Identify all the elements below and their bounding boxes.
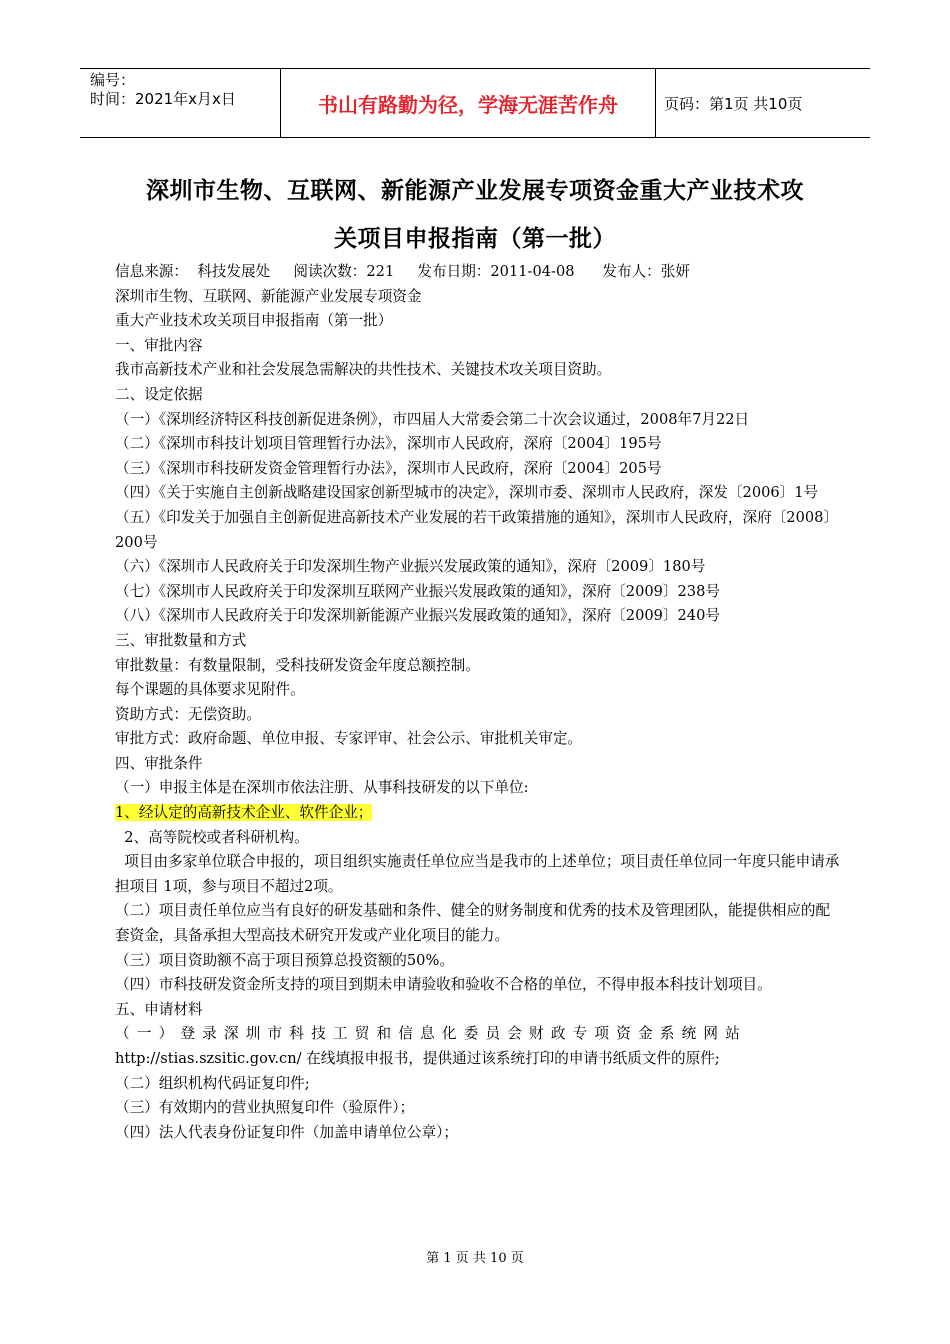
title-line-1: 深圳市生物、互联网、新能源产业发展专项资金重大产业技术攻 bbox=[146, 178, 804, 204]
section-heading: 一、审批内容 bbox=[115, 336, 203, 354]
body-line: 资助方式：无偿资助。 bbox=[115, 705, 261, 723]
body-line: 审批方式：政府命题、单位申报、专家评审、社会公示、审批机关审定。 bbox=[115, 730, 583, 748]
condition-item: 2、高等院校或者科研机构。 bbox=[115, 828, 309, 846]
meta-info: 信息来源： 科技发展处 阅读次数：221 发布日期：2011-04-08 发布人：张妍 bbox=[115, 263, 690, 280]
condition-item: （一）申报主体是在深圳市依法注册、从事科技研发的以下单位: bbox=[115, 779, 529, 797]
condition-item: （四）市科技研发资金所支持的项目到期未申请验收和验收不合格的单位，不得申报本科技计划项目。 bbox=[115, 976, 772, 994]
title-line-2: 关项目申报指南（第一批） bbox=[334, 226, 616, 252]
basis-item: （四）《关于实施自主创新战略建设国家创新型城市的决定》，深圳市委、深圳市人民政府，深发〔2006〕1号 bbox=[115, 484, 819, 502]
highlight-text: 1、经认定的高新技术企业、软件企业； bbox=[115, 804, 373, 822]
section-heading: 五、申请材料 bbox=[115, 1000, 203, 1018]
basis-item: （五）《印发关于加强自主创新促进高新技术产业发展的若干政策措施的通知》，深圳市人民政府，深府〔2008〕200号 bbox=[115, 508, 839, 551]
highlighted-line bbox=[115, 801, 840, 826]
header-page-cell bbox=[656, 69, 870, 137]
header-left-cell bbox=[80, 69, 280, 137]
basis-item: （一）《深圳经济特区科技创新促进条例》，市四届人大常委会第二十次会议通过，2008年7月22日 bbox=[115, 410, 750, 428]
material-item: http://stias.szsitic.gov.cn/ 在线填报申报书，提供通过该系统打印的申请书纸质文件的原件; bbox=[115, 1050, 720, 1067]
basis-item: （二）《深圳市科技计划项目管理暂行办法》，深圳市人民政府，深府〔2004〕195号 bbox=[115, 435, 662, 453]
motto: 书山有路勤为径，学海无涯苦作舟 bbox=[318, 92, 618, 117]
header-motto-cell bbox=[280, 69, 656, 137]
body-line: 重大产业技术攻关项目申报指南（第一批） bbox=[115, 312, 393, 330]
section-heading: 四、审批条件 bbox=[115, 754, 203, 772]
condition-item: （二）项目责任单位应当有良好的研发基础和条件、健全的财务制度和优秀的技术及管理团队，能提供相应的配套资金，具备承担大型高技术研究开发或产业化项目的能力。 bbox=[115, 902, 831, 945]
condition-item: （三）项目资助额不高于项目预算总投资额的50%。 bbox=[115, 951, 454, 969]
material-item: （四）法人代表身份证复印件（加盖申请单位公章）； bbox=[115, 1123, 458, 1141]
section-heading: 三、审批数量和方式 bbox=[115, 631, 247, 649]
number-label: 编号： bbox=[90, 71, 136, 89]
body-line: 每个课题的具体要求见附件。 bbox=[115, 681, 305, 699]
page-footer: 第 1 页 共 10 页 bbox=[426, 1251, 524, 1266]
body-line: 深圳市生物、互联网、新能源产业发展专项资金 bbox=[115, 287, 422, 305]
page-label: 页码：第1页 共10页 bbox=[664, 94, 803, 113]
page-header bbox=[80, 68, 870, 138]
body-line: 我市高新技术产业和社会发展急需解决的共性技术、关键技术攻关项目资助。 bbox=[115, 361, 612, 379]
condition-item: 项目由多家单位联合申报的，项目组织实施责任单位应当是我市的上述单位；项目责任单位同一年度只能申请承担项目 1项，参与项目不超过2项。 bbox=[115, 853, 840, 895]
basis-item: （六）《深圳市人民政府关于印发深圳生物产业振兴发展政策的通知》，深府〔2009〕180号 bbox=[115, 558, 706, 576]
time-label: 时间：2021年x月x日 bbox=[90, 90, 236, 108]
basis-item: （八）《深圳市人民政府关于印发深圳新能源产业振兴发展政策的通知》，深府〔2009〕240号 bbox=[115, 607, 720, 625]
material-item: （三）有效期内的营业执照复印件（验原件）； bbox=[115, 1099, 415, 1117]
basis-item: （三）《深圳市科技研发资金管理暂行办法》，深圳市人民政府，深府〔2004〕205号 bbox=[115, 459, 662, 477]
section-heading: 二、设定依据 bbox=[115, 385, 203, 403]
document-body bbox=[115, 260, 840, 1145]
basis-item: （七）《深圳市人民政府关于印发深圳互联网产业振兴发展政策的通知》，深府〔2009〕238号 bbox=[115, 582, 720, 600]
material-item: （二）组织机构代码证复印件; bbox=[115, 1074, 310, 1092]
material-item: （一）登录深圳市科技工贸和信息化委员会财政专项资金系统网站 bbox=[115, 1025, 748, 1043]
body-line: 审批数量：有数量限制，受科技研发资金年度总额控制。 bbox=[115, 656, 480, 674]
